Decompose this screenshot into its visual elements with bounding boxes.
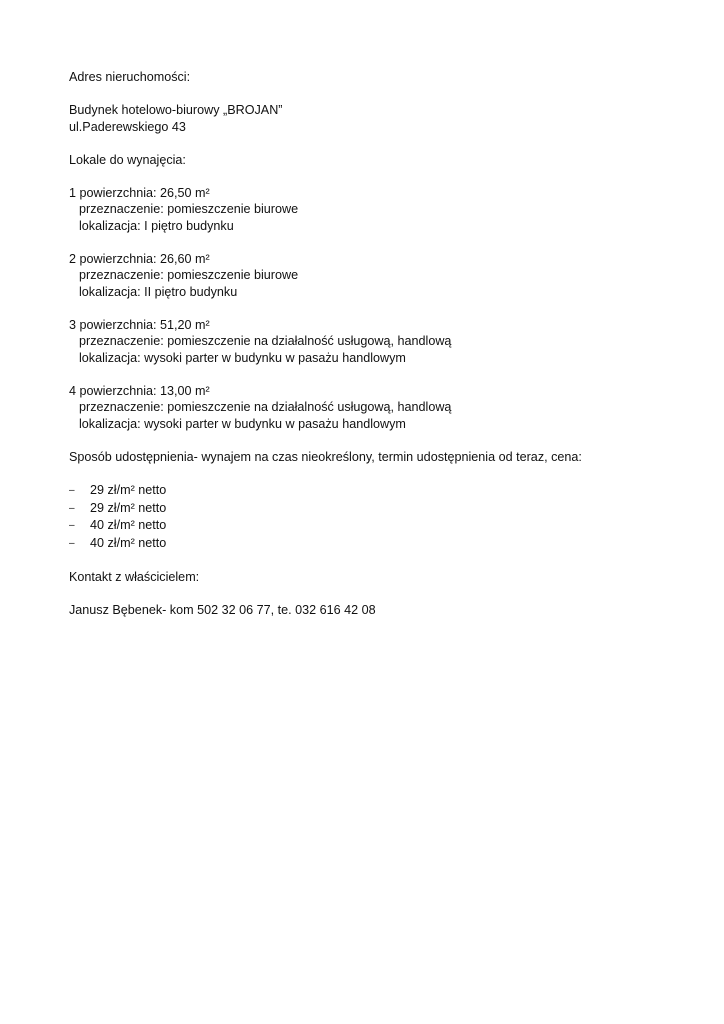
- price-text: 40 zł/m² netto: [90, 518, 167, 533]
- unit-purpose: przeznaczenie: pomieszczenie na działalność usługową, handlową: [79, 400, 452, 415]
- unit-1: [69, 185, 689, 234]
- unit-location: lokalizacja: wysoki parter w budynku w pasażu handlowym: [79, 350, 406, 365]
- price-text: 29 zł/m² netto: [90, 483, 167, 498]
- price-item: [69, 482, 689, 500]
- unit-location: lokalizacja: II piętro budynku: [79, 284, 238, 299]
- price-item: [69, 535, 689, 553]
- dash-bullet: –: [69, 537, 75, 549]
- address-heading: Adres nieruchomości:: [69, 70, 191, 84]
- unit-purpose: przeznaczenie: pomieszczenie biurowe: [79, 268, 299, 283]
- unit-purpose: przeznaczenie: pomieszczenie na działalność usługową, handlową: [79, 334, 452, 349]
- dash-bullet: –: [69, 520, 75, 532]
- unit-2: [69, 251, 689, 300]
- unit-area: 4 powierzchnia: 13,00 m²: [69, 383, 210, 398]
- price-list: [69, 482, 689, 552]
- contact-heading: Kontakt z właścicielem:: [69, 569, 200, 584]
- price-item: [69, 517, 689, 535]
- building-name: Budynek hotelowo-biurowy „BROJAN”: [69, 103, 283, 118]
- unit-area: 3 powierzchnia: 51,20 m²: [69, 317, 210, 332]
- unit-4: [69, 383, 689, 432]
- rental-terms: Sposób udostępnienia- wynajem na czas nieokreślony, termin udostępnienia od teraz, cena:: [69, 449, 582, 464]
- price-item: [69, 500, 689, 518]
- dash-bullet: –: [69, 485, 75, 497]
- unit-area: 1 powierzchnia: 26,50 m²: [69, 185, 210, 200]
- building-street: ul.Paderewskiego 43: [69, 119, 186, 134]
- unit-location: lokalizacja: I piętro budynku: [79, 218, 234, 233]
- unit-area: 2 powierzchnia: 26,60 m²: [69, 251, 210, 266]
- unit-purpose: przeznaczenie: pomieszczenie biurowe: [79, 202, 299, 217]
- price-text: 40 zł/m² netto: [90, 535, 167, 550]
- units-heading: Lokale do wynajęcia:: [69, 152, 186, 167]
- document-page: [69, 69, 689, 618]
- unit-location: lokalizacja: wysoki parter w budynku w pasażu handlowym: [79, 416, 406, 431]
- unit-3: [69, 317, 689, 366]
- price-text: 29 zł/m² netto: [90, 500, 167, 515]
- contact-info: Janusz Bębenek- kom 502 32 06 77, te. 032 616 42 08: [69, 603, 376, 617]
- dash-bullet: –: [69, 502, 75, 514]
